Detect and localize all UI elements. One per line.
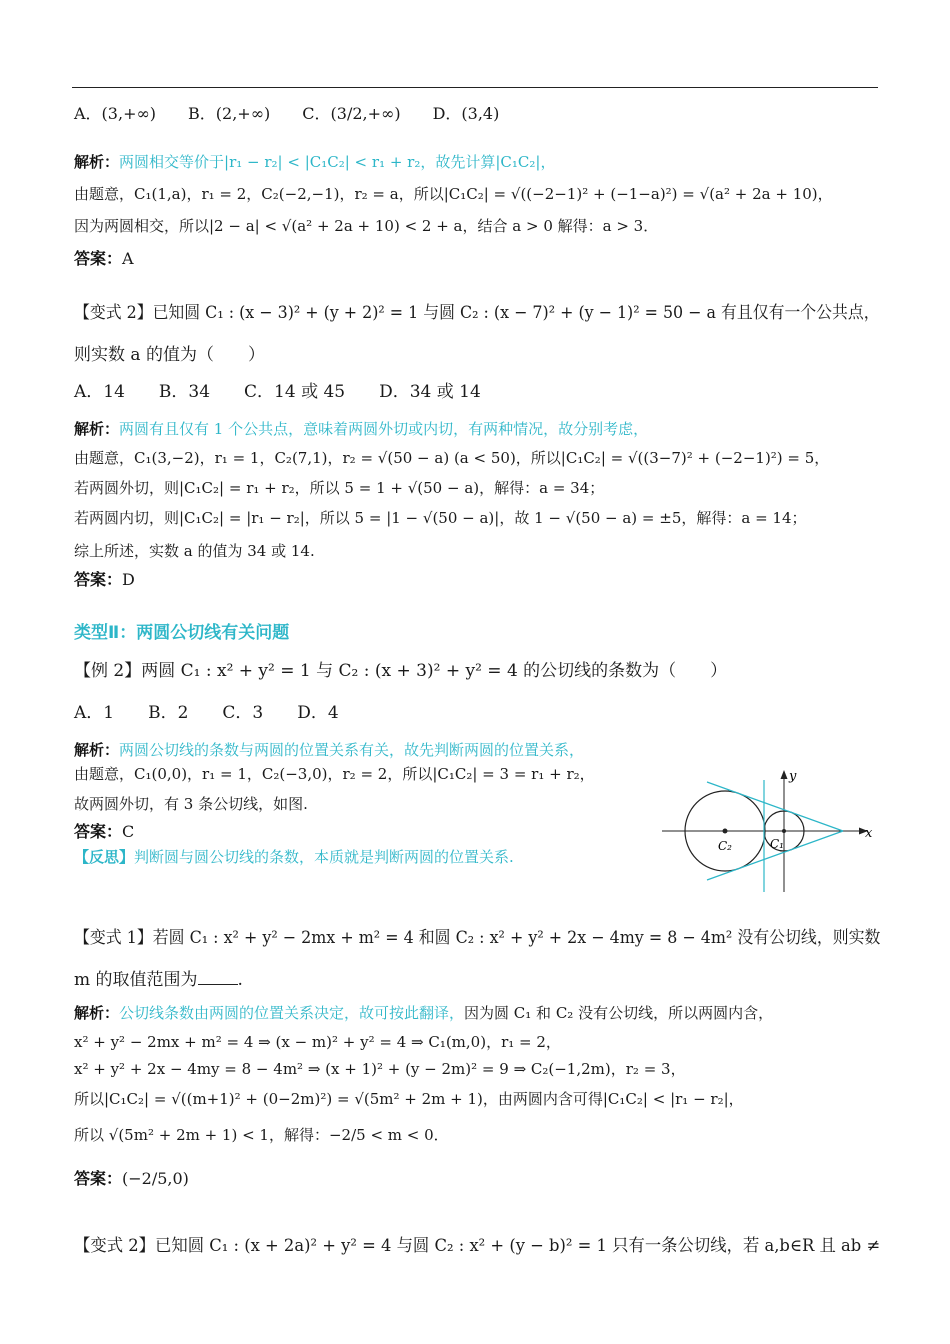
center-c1-dot xyxy=(782,829,786,833)
tangent-line-upper xyxy=(707,782,843,831)
solution-line: 若两圆外切，则|C₁C₂| = r₁ + r₂，所以 5 = 1 + √(50 − a)，解得：a = 34； xyxy=(74,479,605,497)
y-axis-arrow xyxy=(781,770,788,779)
reflection-label: 【反思】 xyxy=(74,848,135,866)
answer-line xyxy=(74,567,135,590)
options-line: A．1 B．2 C．3 D．4 xyxy=(74,703,339,723)
problem-stem: 【例 2】两圆 C₁ : x² + y² = 1 与 C₂ : (x + 3)² + y² = 4 的公切线的条数为（ ） xyxy=(74,661,728,681)
jiexi-rest: 因为圆 C₁ 和 C₂ 没有公切线，所以两圆内含， xyxy=(464,1004,774,1022)
problem-stem xyxy=(74,965,243,990)
jiexi-label: 解析： xyxy=(74,741,120,759)
jiexi-line xyxy=(74,418,648,439)
reflection-line xyxy=(74,846,514,867)
solution-line: 所以 √(5m² + 2m + 1) < 1，解得：−2/5 < m < 0． xyxy=(74,1126,449,1144)
jiexi-label: 解析： xyxy=(74,1004,120,1022)
solution-line: 因为两圆相交，所以|2 − a| < √(a² + 2a + 10) < 2 + a，结合 a > 0 解得：a > 3． xyxy=(74,217,659,235)
solution-line: x² + y² − 2mx + m² = 4 ⇒ (x − m)² + y² = 4 ⇒ C₁(m,0)，r₁ = 2， xyxy=(74,1033,561,1051)
jiexi-line xyxy=(74,1002,773,1023)
options-line: A．14 B．34 C．14 或 45 D．34 或 14 xyxy=(74,382,481,402)
solution-line: 故两圆外切，有 3 条公切线，如图. xyxy=(74,795,308,813)
answer-line xyxy=(74,819,134,842)
y-axis-label: y xyxy=(789,769,797,784)
jiexi-line xyxy=(74,739,584,760)
center-c2-dot xyxy=(723,829,728,834)
stem-text: m 的取值范围为 xyxy=(74,970,198,990)
jiexi-line xyxy=(74,151,555,172)
solution-line: 若两圆内切，则|C₁C₂| = |r₁ − r₂|，所以 5 = |1 − √(50 − a)|，故 1 − √(50 − a) = ±5，解得：a = 14； xyxy=(74,509,807,527)
answer-label: 答案： xyxy=(74,249,123,268)
solution-line: 由题意，C₁(3,−2)，r₁ = 1，C₂(7,1)，r₂ = √(50 − a) (a < 50)，所以|C₁C₂| = √((3−7)² + (−2−1)²) = 5， xyxy=(74,449,830,467)
answer-label: 答案： xyxy=(74,570,123,589)
x-axis-label: x xyxy=(865,826,873,841)
jiexi-text: 两圆公切线的条数与两圆的位置关系有关，故先判断两圆的位置关系， xyxy=(119,741,585,759)
problem-stem: 则实数 a 的值为（ ） xyxy=(74,345,265,365)
solution-line: 所以|C₁C₂| = √((m+1)² + (0−2m)²) = √(5m² + 2m + 1)，由两圆内含可得|C₁C₂| < |r₁ − r₂|， xyxy=(74,1090,744,1108)
answer-blank xyxy=(198,970,238,985)
options-line: A．(3,+∞) B．(2,+∞) C．(3/2,+∞) D．(3,4) xyxy=(74,104,500,123)
jiexi-text: 两圆相交等价于|r₁ − r₂| < |C₁C₂| < r₁ + r₂，故先计算|C₁C₂|， xyxy=(119,153,556,171)
solution-line: x² + y² + 2x − 4my = 8 − 4m² ⇒ (x + 1)² + (y − 2m)² = 9 ⇒ C₂(−1,2m)，r₂ = 3， xyxy=(74,1060,686,1078)
c1-label: C₁ xyxy=(770,837,784,851)
solution-line: 综上所述，实数 a 的值为 34 或 14. xyxy=(74,542,315,560)
stem-period: . xyxy=(237,970,243,990)
problem-stem: 【变式 1】若圆 C₁ : x² + y² − 2mx + m² = 4 和圆 C₂ : x² + y² + 2x − 4my = 8 − 4m² 没有公切线，则实数 xyxy=(74,928,881,948)
c2-label: C₂ xyxy=(718,839,732,853)
section-title: 类型Ⅱ：两圆公切线有关问题 xyxy=(74,623,290,643)
jiexi-text: 公切线条数由两圆的位置关系决定，故可按此翻译， xyxy=(119,1004,465,1022)
answer-label: 答案： xyxy=(74,822,123,841)
answer-value: (−2/5,0) xyxy=(122,1169,189,1188)
problem-stem: 【变式 2】已知圆 C₁ : (x + 2a)² + y² = 4 与圆 C₂ : x² + (y − b)² = 1 只有一条公切线，若 a,b∈R 且 ab ≠ xyxy=(74,1236,881,1256)
problem-stem: 【变式 2】已知圆 C₁ : (x − 3)² + (y + 2)² = 1 与圆 C₂ : (x − 7)² + (y − 1)² = 50 − a 有且仅有一个公共点， xyxy=(74,303,880,323)
solution-line: 由题意，C₁(0,0)，r₁ = 1，C₂(−3,0)，r₂ = 2，所以|C₁C₂| = 3 = r₁ + r₂， xyxy=(74,765,595,783)
jiexi-label: 解析： xyxy=(74,420,120,438)
answer-value: C xyxy=(122,822,135,841)
reflection-text: 判断圆与圆公切线的条数，本质就是判断两圆的位置关系. xyxy=(134,848,514,866)
jiexi-text: 两圆有且仅有 1 个公共点，意味着两圆外切或内切，有两种情况，故分别考虑， xyxy=(119,420,649,438)
solution-line: 由题意，C₁(1,a)，r₁ = 2，C₂(−2,−1)，r₂ = a，所以|C₁C₂| = √((−2−1)² + (−1−a)²) = √(a² + 2a + 10)， xyxy=(74,185,833,203)
answer-value: D xyxy=(122,570,135,589)
top-rule xyxy=(72,87,878,88)
answer-label: 答案： xyxy=(74,1169,123,1188)
answer-line xyxy=(74,1166,189,1189)
tangent-circles-figure xyxy=(660,768,873,894)
answer-value: A xyxy=(122,249,134,268)
answer-line xyxy=(74,246,134,269)
jiexi-label: 解析： xyxy=(74,153,120,171)
